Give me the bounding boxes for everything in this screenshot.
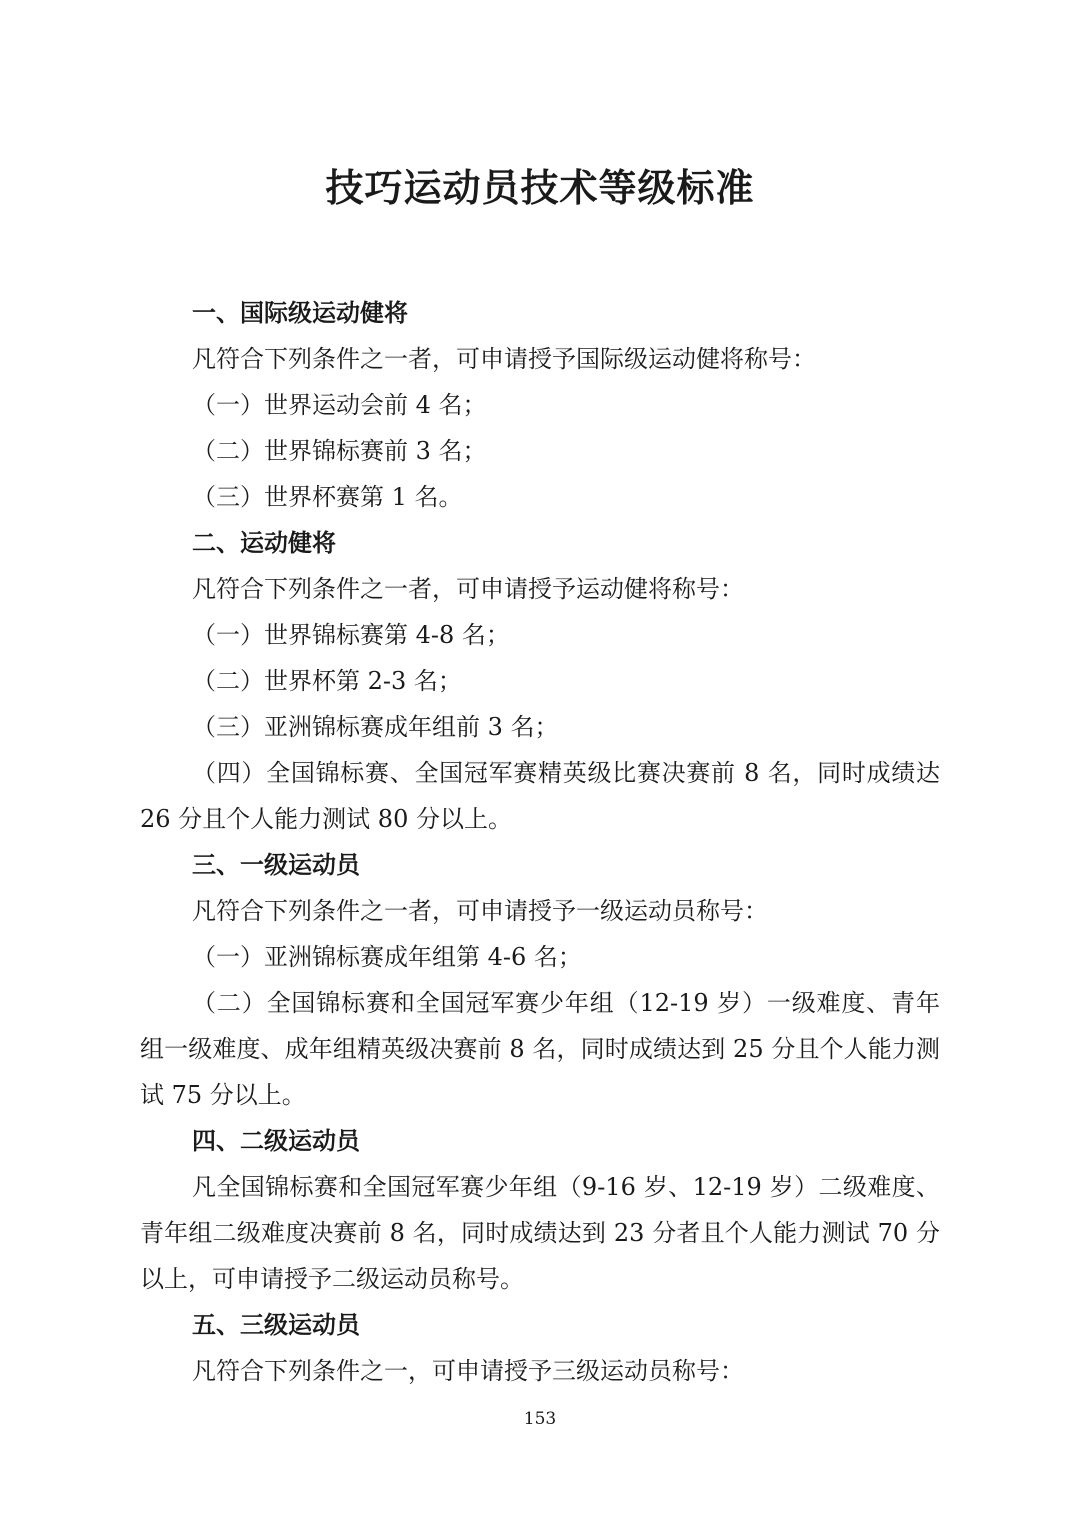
section-intro: 凡符合下列条件之一，可申请授予三级运动员称号： bbox=[192, 1357, 744, 1385]
section-first-class bbox=[140, 842, 940, 1118]
condition-paragraph: （二）全国锦标赛和全国冠军赛少年组（12-19 岁）一级难度、青年组一级难度、成年组精英级决赛前 8 名，同时成绩达到 25 分且个人能力测试 75 分以上。 bbox=[140, 989, 940, 1109]
condition-item: （一）亚洲锦标赛成年组第 4-6 名； bbox=[192, 943, 582, 971]
condition-paragraph: （四）全国锦标赛、全国冠军赛精英级比赛决赛前 8 名，同时成绩达 26 分且个人能力测试 80 分以上。 bbox=[140, 759, 940, 833]
section-heading: 四、二级运动员 bbox=[192, 1127, 360, 1155]
section-heading: 五、三级运动员 bbox=[192, 1311, 360, 1339]
section-second-class bbox=[140, 1118, 940, 1302]
document-body bbox=[140, 290, 940, 1394]
section-intro: 凡符合下列条件之一者，可申请授予运动健将称号： bbox=[192, 575, 744, 603]
condition-item: （二）世界杯第 2-3 名； bbox=[192, 667, 462, 695]
condition-item: （一）世界锦标赛第 4-8 名； bbox=[192, 621, 510, 649]
section-heading: 二、运动健将 bbox=[192, 529, 336, 557]
section-intro: 凡符合下列条件之一者，可申请授予一级运动员称号： bbox=[192, 897, 768, 925]
condition-paragraph: 凡全国锦标赛和全国冠军赛少年组（9-16 岁、12-19 岁）二级难度、青年组二级难度决赛前 8 名，同时成绩达到 23 分者且个人能力测试 70 分以上，可申请授予二级运动员称号。 bbox=[140, 1173, 940, 1293]
condition-item: （一）世界运动会前 4 名； bbox=[192, 391, 487, 419]
section-heading: 三、一级运动员 bbox=[192, 851, 360, 879]
condition-item: （三）世界杯赛第 1 名。 bbox=[192, 483, 463, 511]
section-intro: 凡符合下列条件之一者，可申请授予国际级运动健将称号： bbox=[192, 345, 816, 373]
section-heading: 一、国际级运动健将 bbox=[192, 299, 408, 327]
section-international-master bbox=[140, 290, 940, 520]
section-third-class bbox=[140, 1302, 940, 1394]
condition-item: （二）世界锦标赛前 3 名； bbox=[192, 437, 487, 465]
page-title: 技巧运动员技术等级标准 bbox=[325, 165, 755, 210]
condition-item: （三）亚洲锦标赛成年组前 3 名； bbox=[192, 713, 559, 741]
section-master bbox=[140, 520, 940, 842]
page-number: 153 bbox=[523, 1409, 557, 1429]
